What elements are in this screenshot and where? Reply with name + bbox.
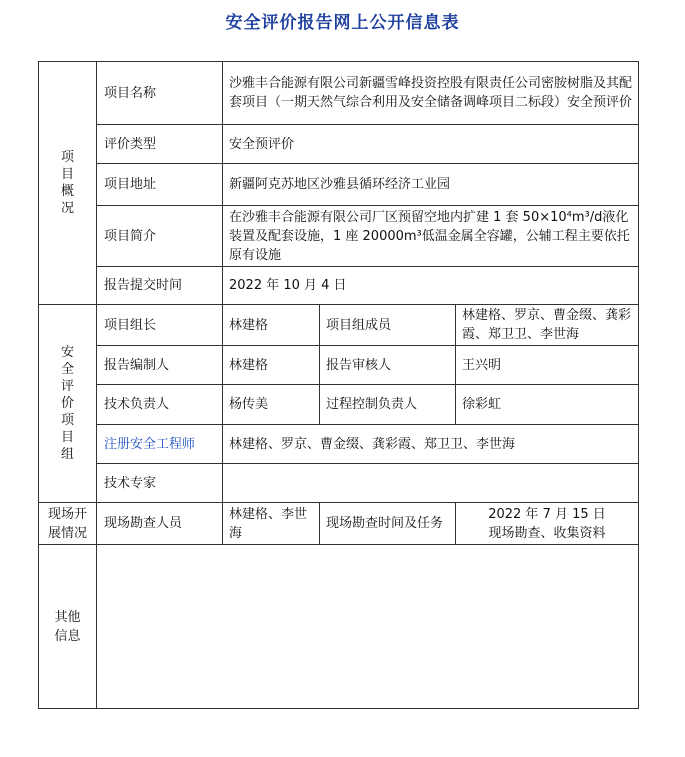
site-task-value: 现场勘查、收集资料 (488, 525, 606, 541)
project-address-label: 项目地址 (97, 164, 223, 206)
tech-lead-label: 技术负责人 (97, 385, 223, 425)
tech-expert-value (223, 464, 639, 503)
project-name-value: 沙雅丰合能源有限公司新疆雪峰投资控股有限责任公司密胺树脂及其配套项目（一期天然气综合利用及安全储备调峰项目二标段）安全预评价 (223, 62, 639, 125)
team-leader-value: 林建格 (223, 305, 320, 346)
team-members-value: 林建格、罗京、曹金缀、龚彩霞、郑卫卫、李世海 (456, 305, 639, 346)
section-overview-cell (39, 62, 97, 305)
row-other-info (39, 545, 639, 709)
report-reviewer-label: 报告审核人 (320, 346, 456, 385)
safety-engineers-value: 林建格、罗京、曹金缀、龚彩霞、郑卫卫、李世海 (223, 425, 639, 464)
report-author-label: 报告编制人 (97, 346, 223, 385)
row-project-name (39, 62, 639, 125)
row-submit-date (39, 267, 639, 305)
site-staff-value: 林建格、李世海 (223, 503, 320, 545)
project-name-label: 项目名称 (97, 62, 223, 125)
project-intro-value: 在沙雅丰合能源有限公司厂区预留空地内扩建 1 套 50×10⁴m³/d液化装置及配套设施，1 座 20000m³低温金属全容罐，公辅工程主要依托原有设施 (223, 206, 639, 267)
report-reviewer-value: 王兴明 (456, 346, 639, 385)
site-time-cell (456, 503, 639, 545)
safety-engineers-label: 注册安全工程师 (97, 425, 223, 464)
row-tech-expert (39, 464, 639, 503)
row-project-address (39, 164, 639, 206)
team-members-label: 项目组成员 (320, 305, 456, 346)
row-team-leader (39, 305, 639, 346)
section-overview-label: 项目概况 (60, 150, 74, 216)
row-tech-lead (39, 385, 639, 425)
submit-date-value: 2022 年 10 月 4 日 (223, 267, 639, 305)
info-table (38, 61, 639, 709)
eval-type-value: 安全预评价 (223, 125, 639, 164)
process-lead-value: 徐彩虹 (456, 385, 639, 425)
site-staff-label: 现场勘查人员 (97, 503, 223, 545)
row-project-intro (39, 206, 639, 267)
project-address-value: 新疆阿克苏地区沙雅县循环经济工业园 (223, 164, 639, 206)
section-other-cell (39, 545, 97, 709)
submit-date-label: 报告提交时间 (97, 267, 223, 305)
row-report-author (39, 346, 639, 385)
team-leader-label: 项目组长 (97, 305, 223, 346)
project-intro-label: 项目简介 (97, 206, 223, 267)
site-time-value: 2022 年 7 月 15 日 (488, 506, 606, 522)
section-site-cell (39, 503, 97, 545)
eval-type-label: 评价类型 (97, 125, 223, 164)
page-title: 安全评价报告网上公开信息表 (225, 13, 460, 33)
section-other-label: 其他信息 (54, 609, 81, 644)
row-eval-type (39, 125, 639, 164)
section-team-cell (39, 305, 97, 503)
site-time-label: 现场勘查时间及任务 (320, 503, 456, 545)
tech-expert-label: 技术专家 (97, 464, 223, 503)
tech-lead-value: 杨传美 (223, 385, 320, 425)
report-author-value: 林建格 (223, 346, 320, 385)
row-site-survey (39, 503, 639, 545)
section-team-label: 安全评价项目组 (60, 345, 74, 462)
other-info-value (97, 545, 639, 709)
row-safety-engineers (39, 425, 639, 464)
section-site-label: 现场开展情况 (47, 506, 87, 541)
process-lead-label: 过程控制负责人 (320, 385, 456, 425)
